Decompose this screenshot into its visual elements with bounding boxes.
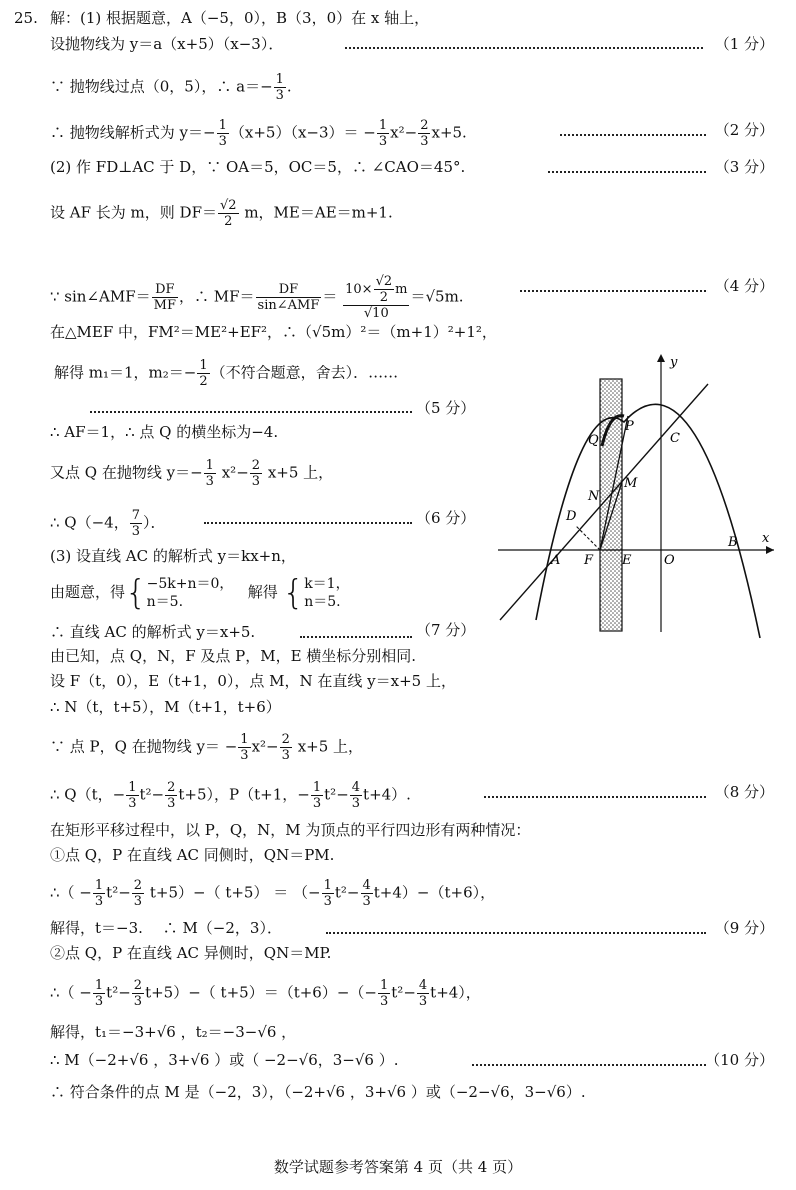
part2-q: ∴ Q（−4， $\frac{7}{3}$ ）． [50, 508, 166, 539]
dot-leader [345, 47, 703, 49]
part3-cases: 在矩形平移过程中，以 P，Q，N，M 为顶点的平行四边形有两种情况： [50, 821, 531, 839]
part3-case2: ②点 Q，P 在直线 AC 异侧时，QN＝MP. [50, 944, 332, 962]
part3-case2-solution: 解得，t₁＝−3+√6 ，t₂＝−3−√6 ， [50, 1023, 297, 1041]
dot-leader [204, 522, 412, 524]
score-10: （10 分） [705, 1051, 774, 1069]
part2-equation: 在△MEF 中，FM²＝ME²+EF²，∴（√5m）²＝（m+1）²+1²， [50, 323, 497, 341]
score-3: （3 分） [714, 158, 774, 176]
score-7: （7 分） [416, 621, 476, 639]
y-axis-arrow [657, 354, 665, 362]
label-q: Q [588, 433, 599, 448]
dot-leader [560, 134, 706, 136]
score-9: （9 分） [714, 919, 774, 937]
page-footer: 数学试题参考答案第 4 页（共 4 页） [273, 1158, 523, 1176]
label-f: F [584, 553, 594, 568]
part2-line2: 设 AF 长为 m，则 DF＝ $\frac{√2}{2}$ m，ME＝AE＝m+1. [50, 198, 393, 229]
label-y: y [670, 355, 678, 370]
part3-set: 设 F（t，0），E（t+1，0），点 M，N 在直线 y＝x+5 上， [50, 672, 456, 690]
part1-intro: 解：(1) 根据题意，A（−5，0），B（3，0）在 x 轴上， [50, 9, 430, 27]
score-2: （2 分） [714, 121, 774, 139]
dot-leader [300, 636, 412, 638]
part2-sin-line: ∵ sin∠AMF＝ $\frac{DF}{MF}$ ，∴ MF＝ DF sin∠AMF ＝ 10× $\frac{√2}{2}$ m √10 ＝√5m. [50, 274, 464, 321]
part3-nm: ∴ N（t，t+5），M（t+1，t+6） [50, 698, 281, 716]
dot-leader [472, 1064, 706, 1066]
dot-leader [326, 932, 706, 934]
part2-af: ∴ AF＝1，∴ 点 Q 的横坐标为−4. [50, 423, 279, 441]
part2-line1: (2) 作 FD⊥AC 于 D，∵ OA＝5，OC＝5，∴ ∠CAO＝45°. [50, 158, 466, 176]
part3-line1: (3) 设直线 AC 的解析式 y＝kx+n， [50, 547, 296, 565]
dot-leader [484, 796, 706, 798]
problem-number: 25. [14, 9, 38, 27]
dot-leader [548, 171, 706, 173]
dot-leader [520, 290, 706, 292]
label-c: C [670, 431, 680, 446]
label-o: O [664, 553, 675, 568]
part3-case1-solution: 解得，t＝−3. ∴ M（−2，3）． [50, 919, 282, 937]
score-1: （1 分） [714, 35, 774, 53]
label-p: P [625, 419, 634, 434]
part3-known: 由已知，点 Q，N，F 及点 P，M，E 横坐标分别相同. [50, 647, 417, 665]
part2-solve: 解得 m₁＝1，m₂＝− $\frac{1}{2}$ （不符合题意，舍去）．…… [54, 358, 399, 389]
coordinate-figure [498, 350, 788, 640]
part1-passes: ∵ 抛物线过点（0，5），∴ a＝− $\frac{1}{3}$ . [50, 72, 292, 103]
part1-expression: ∴ 抛物线解析式为 y＝− $\frac{1}{3}$ （x+5）（x−3）＝ − $\frac{1}{3}$ x²− $\frac{2}{3}$ x+5. [50, 118, 467, 149]
part3-system: 由题意，得{−5k+n＝0， n＝5. 解得 {k＝1， n＝5. [50, 573, 350, 613]
score-5: （5 分） [416, 399, 476, 417]
label-b: B [728, 535, 738, 550]
label-e: E [622, 553, 632, 568]
score-4: （4 分） [714, 277, 774, 295]
label-d: D [566, 509, 577, 524]
score-6: （6 分） [416, 509, 476, 527]
part3-pq: ∵ 点 P，Q 在抛物线 y＝ − $\frac{1}{3}$ x²− $\frac{2}{3}$ x+5 上， [50, 732, 364, 763]
dot-leader [90, 411, 412, 413]
part2-on-parabola: 又点 Q 在抛物线 y＝− $\frac{1}{3}$ x²− $\frac{2}{3}$ x+5 上， [50, 458, 334, 489]
part1-assume: 设抛物线为 y＝a（x+5）（x−3）． [50, 35, 284, 53]
part3-case1-equation: ∴（ − $\frac{1}{3}$ t²− $\frac{2}{3}$ t+5）−（ t+5） ＝ （− $\frac{1}{3}$ t²− $\frac{4}{3}$ t+4）−（t+6）， [50, 878, 496, 909]
part3-case2-equation: ∴（ − $\frac{1}{3}$ t²− $\frac{2}{3}$ t+5）−（ t+5）＝（t+6）−（− $\frac{1}{3}$ t²− $\frac{4}{3}$ t+4）， [50, 978, 481, 1009]
label-a: A [551, 553, 561, 568]
label-x: x [762, 531, 770, 546]
final-answer: ∴ 符合条件的点 M 是（−2，3），（−2+√6 ，3+√6 ）或（−2−√6，3−√6）. [50, 1083, 586, 1101]
part3-case1: ①点 Q，P 在直线 AC 同侧时，QN＝PM. [50, 846, 335, 864]
score-8: （8 分） [714, 783, 774, 801]
part3-ac: ∴ 直线 AC 的解析式 y＝x+5. [50, 623, 256, 641]
part3-case2-m: ∴ M（−2+√6 ，3+√6 ）或（ −2−√6，3−√6 ）. [50, 1051, 399, 1069]
x-axis-arrow [766, 546, 774, 554]
part3-qp: ∴ Q（t，− $\frac{1}{3}$ t²− $\frac{2}{3}$ t+5），P（t+1，− $\frac{1}{3}$ t²− $\frac{4}{3}$ t+4）. [50, 780, 411, 811]
label-m: M [624, 476, 638, 491]
label-n: N [588, 489, 600, 504]
